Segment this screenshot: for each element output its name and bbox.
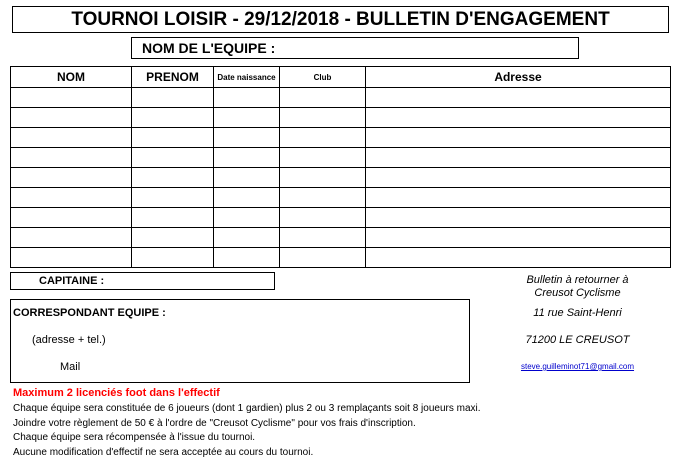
player-cell[interactable]	[280, 188, 366, 208]
player-cell[interactable]	[214, 228, 280, 248]
player-cell[interactable]	[280, 168, 366, 188]
player-cell[interactable]	[11, 148, 132, 168]
player-cell[interactable]	[366, 128, 671, 148]
rule-line: Aucune modification d'effectif ne sera acceptée au cours du tournoi.	[13, 447, 314, 458]
player-cell[interactable]	[366, 248, 671, 268]
return-line-1: Bulletin à retourner à	[526, 274, 629, 286]
player-cell[interactable]	[11, 208, 132, 228]
player-cell[interactable]	[366, 108, 671, 128]
column-header-nom: NOM	[11, 67, 132, 88]
players-table-body	[11, 88, 671, 268]
player-cell[interactable]	[11, 228, 132, 248]
player-row	[11, 208, 671, 228]
player-cell[interactable]	[280, 108, 366, 128]
player-row	[11, 148, 671, 168]
rule-line: Chaque équipe sera constituée de 6 joueurs (dont 1 gardien) plus 2 ou 3 remplaçants soit 8 joueurs maxi.	[13, 403, 481, 414]
player-cell[interactable]	[11, 108, 132, 128]
contact-email-link[interactable]: steve.guilleminot71@gmail.com	[520, 362, 635, 371]
return-line-2: Creusot Cyclisme	[534, 287, 621, 299]
captain-field[interactable]	[10, 272, 275, 290]
player-cell[interactable]	[132, 228, 214, 248]
player-row	[11, 188, 671, 208]
player-row	[11, 88, 671, 108]
player-cell[interactable]	[366, 148, 671, 168]
player-cell[interactable]	[11, 128, 132, 148]
player-cell[interactable]	[366, 188, 671, 208]
player-row	[11, 108, 671, 128]
column-header-club: Club	[280, 67, 366, 88]
player-cell[interactable]	[132, 88, 214, 108]
player-cell[interactable]	[132, 148, 214, 168]
player-cell[interactable]	[132, 168, 214, 188]
player-cell[interactable]	[214, 108, 280, 128]
player-cell[interactable]	[214, 148, 280, 168]
player-cell[interactable]	[132, 188, 214, 208]
player-cell[interactable]	[366, 228, 671, 248]
column-header-adresse: Adresse	[366, 67, 671, 88]
player-cell[interactable]	[280, 228, 366, 248]
player-cell[interactable]	[132, 108, 214, 128]
player-cell[interactable]	[366, 168, 671, 188]
correspondent-label: CORRESPONDANT EQUIPE :	[13, 307, 166, 319]
return-instruction	[485, 274, 670, 300]
player-cell[interactable]	[280, 148, 366, 168]
player-cell[interactable]	[214, 248, 280, 268]
rule-line: Joindre votre règlement de 50 € à l'ordre de "Creusot Cyclisme" pour vos frais d'inscription.	[13, 418, 416, 429]
correspondent-address-hint: (adresse + tel.)	[32, 334, 106, 346]
captain-label: CAPITAINE :	[39, 275, 105, 287]
rule-line: Chaque équipe sera récompensée à l'issue du tournoi.	[13, 432, 256, 443]
player-cell[interactable]	[280, 248, 366, 268]
player-row	[11, 128, 671, 148]
player-row	[11, 228, 671, 248]
player-cell[interactable]	[280, 208, 366, 228]
player-cell[interactable]	[11, 188, 132, 208]
player-cell[interactable]	[11, 88, 132, 108]
player-cell[interactable]	[132, 208, 214, 228]
player-row	[11, 248, 671, 268]
player-cell[interactable]	[214, 168, 280, 188]
player-cell[interactable]	[11, 248, 132, 268]
players-table-header	[11, 67, 671, 88]
team-name-label: NOM DE L'EQUIPE :	[142, 40, 276, 56]
player-cell[interactable]	[366, 208, 671, 228]
players-table	[10, 66, 671, 268]
player-cell[interactable]	[214, 188, 280, 208]
player-cell[interactable]	[132, 128, 214, 148]
player-cell[interactable]	[11, 168, 132, 188]
column-header-date-naissance: Date naissance	[214, 67, 280, 88]
player-cell[interactable]	[280, 88, 366, 108]
player-cell[interactable]	[214, 128, 280, 148]
player-cell[interactable]	[132, 248, 214, 268]
player-cell[interactable]	[214, 208, 280, 228]
team-name-field[interactable]	[131, 37, 579, 59]
warning-text: Maximum 2 licenciés foot dans l'effectif	[13, 387, 220, 399]
player-cell[interactable]	[366, 88, 671, 108]
column-header-prenom: PRENOM	[132, 67, 214, 88]
form-title: TOURNOI LOISIR - 29/12/2018 - BULLETIN D'ENGAGEMENT	[12, 6, 669, 33]
player-row	[11, 168, 671, 188]
correspondent-mail-label: Mail	[60, 361, 81, 373]
player-cell[interactable]	[280, 128, 366, 148]
player-cell[interactable]	[214, 88, 280, 108]
return-street: 11 rue Saint-Henri	[533, 307, 622, 319]
return-city: 71200 LE CREUSOT	[525, 334, 630, 346]
